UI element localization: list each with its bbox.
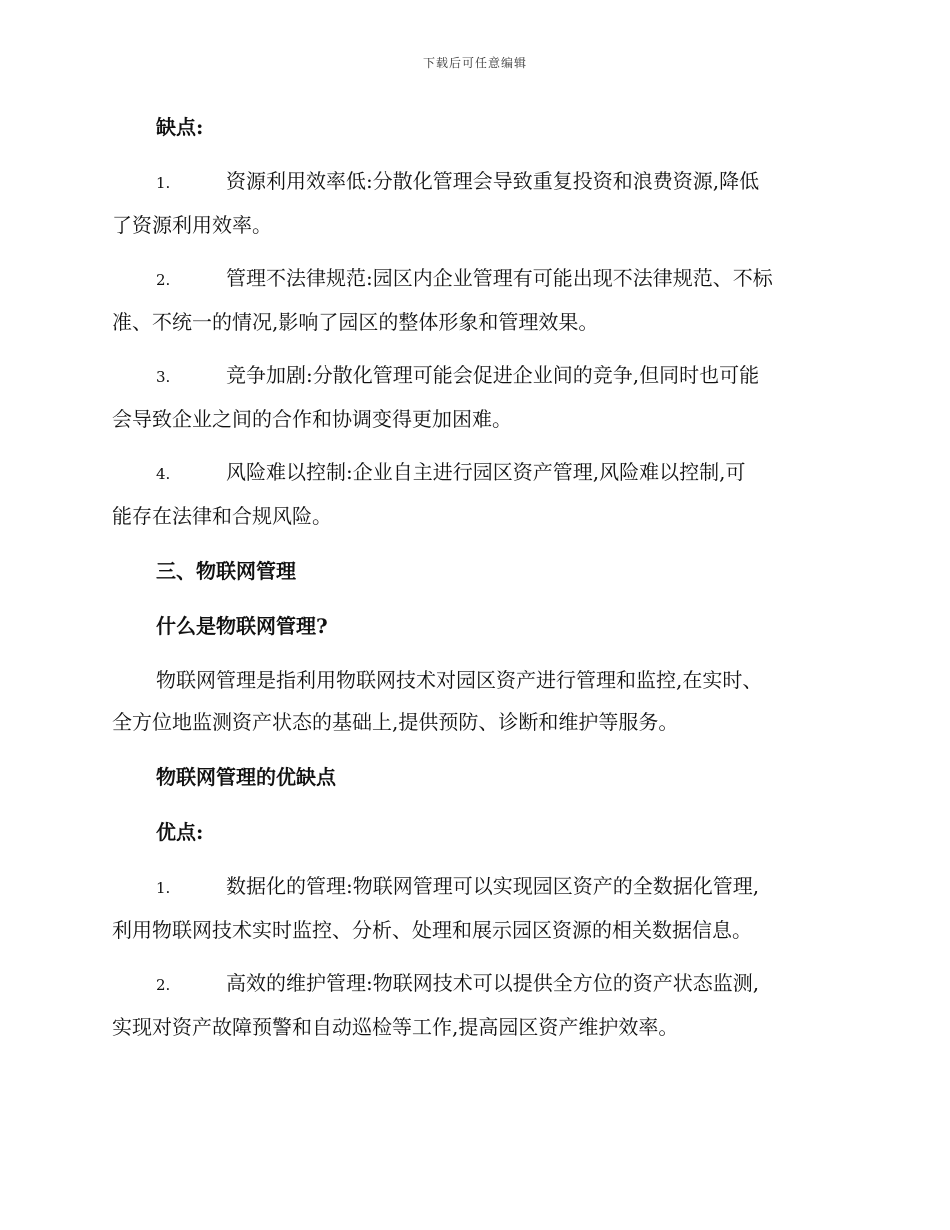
item-text-continued: 会导致企业之间的合作和协调变得更加困难。 (112, 407, 512, 431)
disadvantage-item-4 (112, 451, 834, 537)
item-text-continued: 能存在法律和合规风险。 (112, 504, 332, 528)
paragraph-line: 全方位地监测资产状态的基础上,提供预防、诊断和维护等服务。 (112, 710, 679, 734)
disadvantage-item-1 (112, 160, 834, 246)
advantage-item-1 (112, 865, 834, 951)
item-text: 资源利用效率低:分散化管理会导致重复投资和浪费资源,降低 (226, 169, 760, 193)
advantages-heading: 优点: (156, 820, 204, 844)
item-text-continued: 利用物联网技术实时监控、分析、处理和展示园区资源的相关数据信息。 (112, 918, 752, 942)
section-title: 三、物联网管理 (156, 559, 296, 583)
item-text-continued: 了资源利用效率。 (112, 213, 272, 237)
item-number: 2. (156, 271, 171, 289)
header-note: 下载后可任意编辑 (422, 56, 527, 70)
item-text-continued: 实现对资产故障预警和自动巡检等工作,提高园区资产维护效率。 (112, 1015, 679, 1039)
item-text: 管理不法律规范:园区内企业管理有可能出现不法律规范、不标 (226, 266, 773, 290)
item-text-continued: 准、不统一的情况,影响了园区的整体形象和管理效果。 (112, 310, 599, 334)
item-text: 高效的维护管理:物联网技术可以提供全方位的资产状态监测, (226, 971, 760, 995)
item-text: 风险难以控制:企业自主进行园区资产管理,风险难以控制,可 (226, 460, 746, 484)
item-number: 2. (156, 976, 171, 994)
item-number: 1. (156, 879, 171, 897)
item-number: 3. (156, 368, 171, 386)
advantage-item-2 (112, 962, 834, 1048)
disadvantages-heading: 缺点: (156, 115, 204, 139)
item-text: 数据化的管理:物联网管理可以实现园区资产的全数据化管理, (226, 874, 760, 898)
item-number: 4. (156, 465, 171, 483)
disadvantage-item-2 (112, 257, 834, 343)
disadvantage-item-3 (112, 354, 834, 440)
paragraph-line: 物联网管理是指利用物联网技术对园区资产进行管理和监控,在实时、 (156, 668, 763, 692)
pros-cons-heading: 物联网管理的优缺点 (156, 765, 336, 789)
what-is-heading: 什么是物联网管理? (156, 614, 328, 638)
what-is-paragraph (112, 659, 834, 743)
item-text: 竞争加剧:分散化管理可能会促进企业间的竞争,但同时也可能 (226, 363, 760, 387)
item-number: 1. (156, 174, 171, 192)
